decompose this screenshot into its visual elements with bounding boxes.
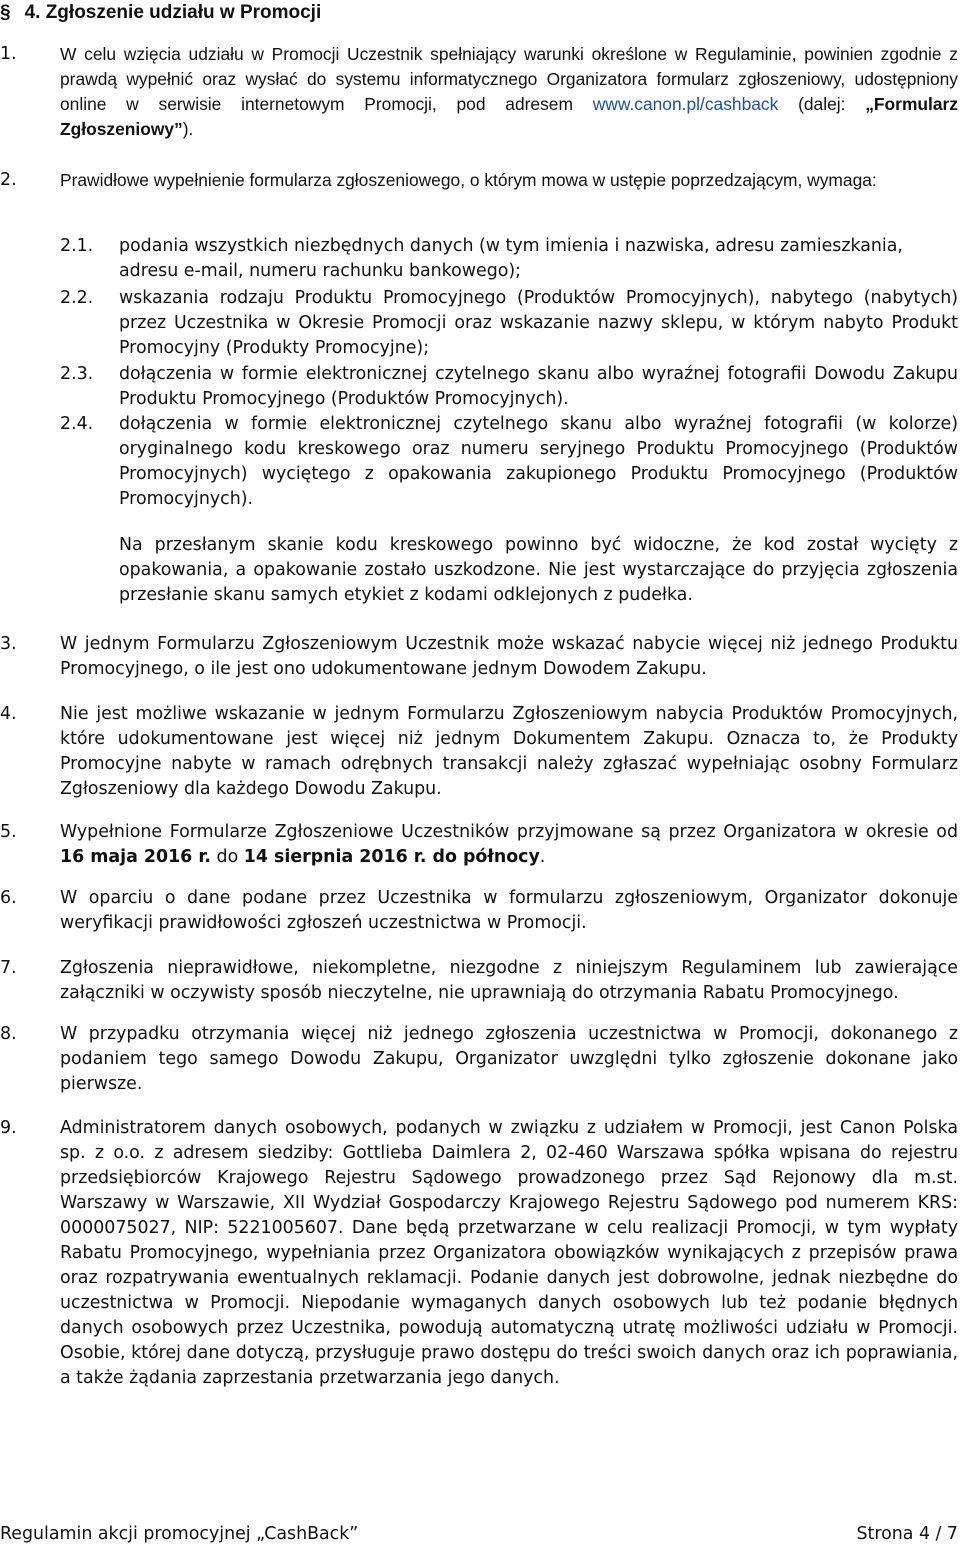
paragraph-text: Zgłoszenia nieprawidłowe, niekompletne, niezgodne z niniejszym Regulaminem lub zawierające załączniki w oczywisty sposób nieczytelne, nie uprawniają do otrzymania Rabatu Promocyjnego. [60,958,958,1003]
footer-page-number: Strona 4 / 7 [856,1524,958,1544]
subparagraph-note: Na przesłanym skanie kodu kreskowego powinno być widoczne, że kod został wycięty z opakowania, a opakowanie zostało uszkodzone. Nie jest wystarczające do przyjęcia zgłoszenia przesłanie skanu samych etykiet z kodami odklejonych z pudełka. [119,535,958,605]
paragraph-number: 2. [0,170,17,190]
paragraph-number: 9. [0,1118,17,1138]
paragraph-7 [0,956,958,1006]
paragraph-text-part: ). [182,119,194,139]
paragraph-6 [0,886,958,936]
section-symbol: § [0,2,11,23]
paragraph-9 [0,1116,958,1391]
paragraph-3 [0,632,958,682]
defined-term: „Formularz Zgłoszeniowy” [60,94,958,139]
paragraph-number: 6. [0,888,17,908]
paragraph-number: 7. [0,958,17,978]
subparagraph-2-1 [60,234,958,284]
paragraph-text [60,42,958,142]
subparagraph-2-4 [60,412,958,608]
paragraph-text-part: (dalej: [778,94,866,114]
paragraph-text-part: Wypełnione Formularze Zgłoszeniowe Uczestników przyjmowane są przez Organizatora w okresie od [60,822,958,842]
paragraph-text-part: do [211,847,244,867]
subparagraph-2-2 [60,286,958,361]
date-to: 14 sierpnia 2016 r. do północy [243,847,540,867]
paragraph-number: 4. [0,704,17,724]
date-from: 16 maja 2016 r. [60,847,212,867]
paragraph-number: 3. [0,634,17,654]
promo-link[interactable] [593,94,779,114]
subparagraph-text: dołączenia w formie elektronicznej czytelnego skanu albo wyraźnej fotografii (w kolorze) oryginalnego kodu kreskowego oraz numeru seryjnego Produktu Promocyjnego (Produktów Promocyjnych) wyciętego z opakowania zakupionego Produktu Promocyjnego (Produktów Promocyjnych). [119,414,958,509]
promo-link-part-2[interactable]: pl/cashback [686,94,779,114]
subparagraph-number: 2.4. [60,414,94,434]
paragraph-text: W oparciu o dane podane przez Uczestnika w formularzu zgłoszeniowym, Organizator dokonuje weryfikacji prawidłowości zgłoszeń uczestnictwa w Promocji. [60,888,958,933]
subparagraph-number: 2.1. [60,236,94,256]
subparagraph-2-3 [60,362,958,412]
paragraph-text: Administratorem danych osobowych, podanych w związku z udziałem w Promocji, jest Canon Polska sp. z o.o. z adresem siedziby: Gottlieba Daimlera 2, 02-460 Warszawa spółka wpisana do rejestru przedsiębiorców Krajowego Rejestru Sądowego prowadzonego przez Sąd Rejonowy dla m.st. Warszawy w Warszawie, XII Wydział Gospodarczy Krajowego Rejestru Sądowego pod numerem KRS: 0000075027, NIP: 5221005607. Dane będą przetwarzane w celu realizacji Promocji, w tym wypłaty Rabatu Promocyjnego, wypełniania przez Organizatora obowiązków wynikających z przepisów prawa oraz rozpatrywania ewentualnych reklamacji. Podanie danych jest dobrowolne, jednak niezbędne do uczestnictwa w Promocji. Niepodanie wymaganych danych osobowych lub też podanie błędnych danych osobowych przez Uczestnika, powodują automatyczną utratę możliwości udziału w Promocji. Osobie, której dane dotyczą, przysługuje prawo dostępu do treści swoich danych oraz ich poprawiania, a także żądania zaprzestania przetwarzania jego danych. [60,1118,958,1388]
paragraph-number: 5. [0,822,17,842]
promo-link-part-1[interactable]: www.canon. [592,94,687,114]
paragraph-8 [0,1022,958,1097]
paragraph-1 [0,42,958,142]
paragraph-number: 8. [0,1024,17,1044]
paragraph-text-part: . [539,847,546,867]
footer-document-title: Regulamin akcji promocyjnej „CashBack” [0,1524,359,1544]
section-heading [0,0,960,26]
paragraph-text [60,820,958,870]
subparagraph-number: 2.2. [60,288,94,308]
page-footer [0,1522,958,1547]
paragraph-2 [0,168,958,193]
subparagraph-text: wskazania rodzaju Produktu Promocyjnego (Produktów Promocyjnych), nabytego (nabytych) przez Uczestnika w Okresie Promocji oraz wskazanie nazwy sklepu, w którym nabyto Produkt Promocyjny (Produkty Promocyjne); [119,288,958,358]
subparagraph-text: podania wszystkich niezbędnych danych (w tym imienia i nazwiska, adresu zamieszkania, adresu e-mail, numeru rachunku bankowego); [119,236,903,281]
paragraph-number: 1. [0,44,17,64]
paragraph-5 [0,820,958,870]
paragraph-text-part: W celu wzięcia udziału w Promocji Uczestnik spełniający warunki określone w Regulaminie, powinien zgodnie z prawdą wypełnić oraz wysłać do systemu informatycznego Organizatora formularz zgłoszeniowy, udostępniony online w serwisie internetowym Promocji, pod adresem [60,44,958,114]
subparagraph-number: 2.3. [60,364,94,384]
paragraph-text: Nie jest możliwe wskazanie w jednym Formularzu Zgłoszeniowym nabycia Produktów Promocyjnych, które udokumentowane jest więcej niż jednym Dokumentem Zakupu. Oznacza to, że Produkty Promocyjne nabyte w ramach odrębnych transakcji należy zgłaszać wypełniając osobny Formularz Zgłoszeniowy dla każdego Dowodu Zakupu. [60,704,958,799]
paragraph-text: W jednym Formularzu Zgłoszeniowym Uczestnik może wskazać nabycie więcej niż jednego Produktu Promocyjnego, o ile jest ono udokumentowane jednym Dowodem Zakupu. [60,634,958,679]
paragraph-text: W przypadku otrzymania więcej niż jednego zgłoszenia uczestnictwa w Promocji, dokonanego z podaniem tego samego Dowodu Zakupu, Organizator uwzględni tylko zgłoszenie dokonane jako pierwsze. [60,1024,958,1094]
paragraph-4 [0,702,958,802]
section-title: 4. Zgłoszenie udziału w Promocji [24,2,322,23]
subparagraph-text: dołączenia w formie elektronicznej czytelnego skanu albo wyraźnej fotografii Dowodu Zakupu Produktu Promocyjnego (Produktów Promocyjnych). [119,364,958,409]
paragraph-text: Prawidłowe wypełnienie formularza zgłoszeniowego, o którym mowa w ustępie poprzedzającym, wymaga: [60,170,877,190]
